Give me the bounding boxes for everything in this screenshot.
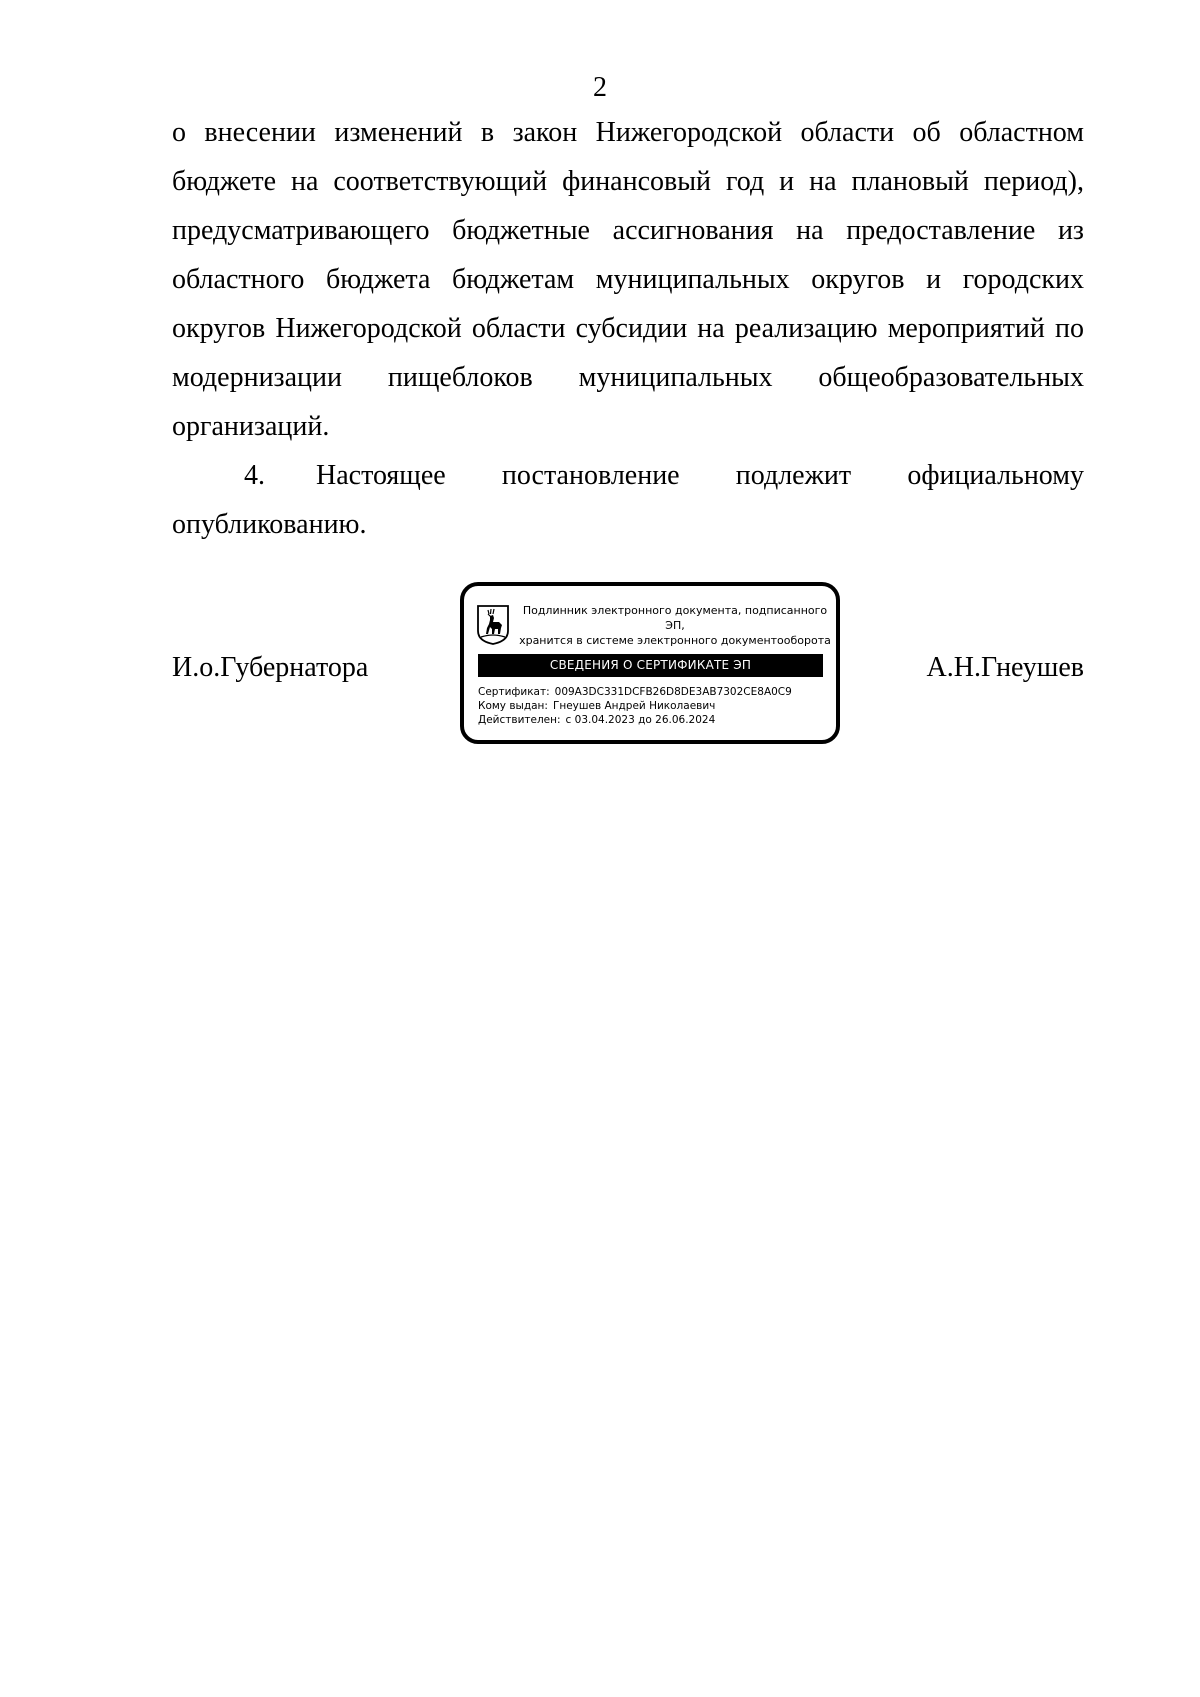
certificate-line [478, 685, 828, 699]
stamp-header-line: хранится в системе электронного документооборота [519, 634, 831, 647]
paragraph-continuation: о внесении изменений в закон Нижегородской области об областном бюджете на соответствующий финансовый год и на плановый период), предусматривающего бюджетные ассигнования на предоставление из областного бюджета бюджетам муниципальных округов и городских округов Нижегородской области субсидии на реализацию мероприятий по модернизации пищеблоков муниципальных общеобразовательных организаций. [172, 117, 1084, 442]
stamp-header [516, 603, 834, 648]
certificate-label: Сертификат: [478, 686, 550, 698]
issued-to-label: Кому выдан: [478, 700, 548, 712]
item-number: 4. [244, 460, 265, 491]
validity-label: Действителен: [478, 714, 561, 726]
electronic-signature-stamp [460, 582, 840, 744]
signatory-position: И.о.Губернатора [172, 652, 369, 683]
document-body [172, 108, 1084, 549]
validity-value: с 03.04.2023 до 26.06.2024 [565, 714, 716, 726]
validity-line [478, 713, 828, 727]
certificate-info-bar: СВЕДЕНИЯ О СЕРТИФИКАТЕ ЭП [478, 654, 823, 677]
certificate-value: 009A3DC331DCFB26D8DE3AB7302CE8A0C9 [554, 686, 792, 698]
deer-coat-of-arms-icon [476, 604, 510, 646]
page-number: 2 [593, 72, 607, 103]
stamp-header-line: Подлинник электронного документа, подписанного ЭП, [522, 604, 828, 632]
item-text: Настоящее постановление подлежит официальному опубликованию. [172, 460, 1084, 540]
certificate-details [478, 685, 828, 727]
paragraph-item-4 [172, 451, 1084, 549]
issued-to-value: Гнеушев Андрей Николаевич [552, 700, 716, 712]
issued-to-line [478, 699, 828, 713]
signatory-name: А.Н.Гнеушев [926, 652, 1084, 683]
